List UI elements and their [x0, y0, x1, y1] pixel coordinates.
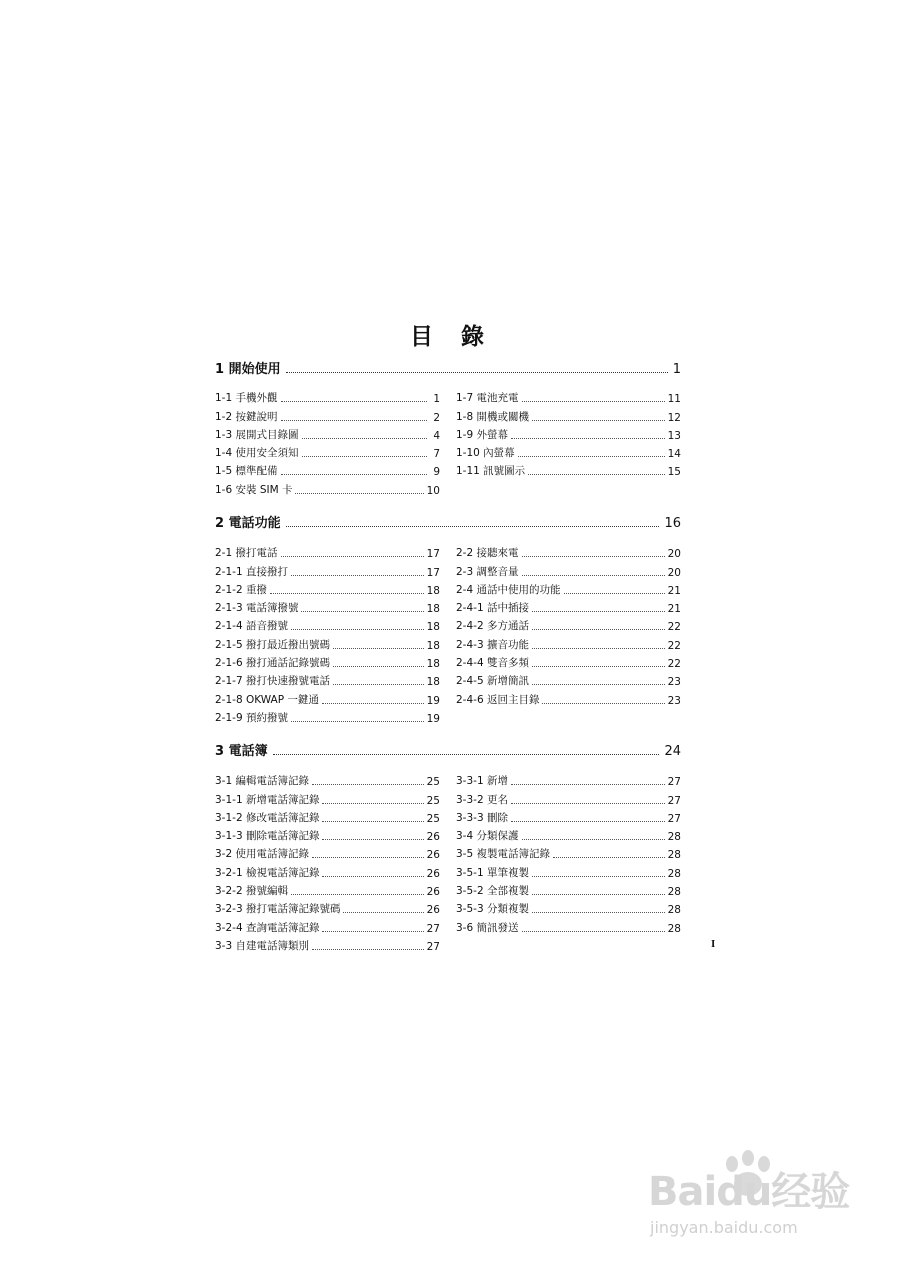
entry-label: 2-1-4 語音撥號 [215, 620, 288, 633]
dot-leader [312, 949, 424, 950]
entry-page: 7 [433, 448, 440, 461]
entry-label: 2-1-5 撥打最近撥出號碼 [215, 638, 330, 651]
dot-leader [302, 456, 428, 457]
toc-entry[interactable] [456, 597, 681, 615]
entry-label: 2-4-6 返回主目錄 [456, 693, 540, 706]
entry-label: 3-2-3 撥打電話簿記錄號碼 [215, 903, 341, 916]
dot-leader [322, 821, 423, 822]
entry-label: 2-4 通話中使用的功能 [456, 583, 561, 596]
toc-entry[interactable] [215, 843, 440, 861]
entry-page: 26 [426, 886, 440, 899]
toc-entry[interactable] [215, 707, 440, 725]
dot-leader [273, 754, 660, 755]
toc-entry[interactable] [215, 633, 440, 651]
chapter-page: 24 [664, 744, 681, 759]
toc-entry[interactable] [215, 880, 440, 898]
dot-leader [522, 839, 665, 840]
entry-label: 3-5-3 分類複製 [456, 903, 529, 916]
entry-page: 1 [433, 393, 440, 406]
entry-label: 2-4-3 擴音功能 [456, 638, 529, 651]
entry-label: 3-2-1 檢視電話簿記錄 [215, 866, 320, 879]
entry-page: 28 [667, 904, 681, 917]
entry-page: 18 [426, 639, 440, 652]
entry-label: 3-3-3 刪除 [456, 811, 508, 824]
entry-page: 17 [426, 548, 440, 561]
dot-leader [511, 821, 665, 822]
toc-entry[interactable] [456, 770, 681, 788]
dot-leader [532, 876, 665, 877]
watermark-logo: Baidu经验 [648, 1169, 850, 1215]
page-number: I [711, 938, 716, 950]
toc-entry[interactable] [456, 615, 681, 633]
entry-page: 21 [667, 603, 681, 616]
toc-entry[interactable] [215, 597, 440, 615]
entry-label: 1-8 開機或關機 [456, 410, 529, 423]
dot-leader [322, 931, 423, 932]
dot-leader [295, 493, 423, 494]
entry-page: 26 [426, 904, 440, 917]
entry-page: 19 [426, 694, 440, 707]
toc-entry[interactable] [215, 916, 440, 934]
toc-entry[interactable] [456, 861, 681, 879]
toc-entry[interactable] [215, 579, 440, 597]
dot-leader [333, 648, 424, 649]
entry-label: 2-1-7 撥打快速撥號電話 [215, 675, 330, 688]
dot-leader [333, 666, 424, 667]
dot-leader [528, 474, 664, 475]
toc-entry[interactable] [215, 825, 440, 843]
entry-page: 18 [426, 658, 440, 671]
entry-page: 17 [426, 566, 440, 579]
entry-page: 11 [667, 393, 681, 406]
toc-entry[interactable] [215, 542, 440, 560]
toc-entry[interactable] [456, 542, 681, 560]
dot-leader [322, 839, 423, 840]
entry-label: 1-4 使用安全須知 [215, 447, 299, 460]
chapter-label: 2 電話功能 [215, 516, 281, 531]
watermark-url: jingyan.baidu.com [650, 1218, 798, 1237]
entry-page: 28 [667, 849, 681, 862]
dot-leader [291, 894, 424, 895]
page-title: 目 錄 [409, 324, 494, 350]
toc-entry[interactable] [456, 633, 681, 651]
entry-label: 1-1 手機外觀 [215, 392, 278, 405]
entry-page: 18 [426, 621, 440, 634]
entry-label: 3-1 編輯電話簿記錄 [215, 775, 309, 788]
dot-leader [522, 556, 665, 557]
dot-leader [291, 575, 424, 576]
entry-page: 27 [426, 922, 440, 935]
entry-label: 1-5 標準配備 [215, 465, 278, 478]
dot-leader [343, 912, 423, 913]
entry-label: 2-1-3 電話簿撥號 [215, 602, 299, 615]
entry-page: 21 [667, 584, 681, 597]
entry-page: 9 [433, 466, 440, 479]
toc-column-left [215, 770, 440, 953]
entry-label: 2-3 調整音量 [456, 565, 519, 578]
entry-page: 15 [667, 466, 681, 479]
dot-leader [511, 438, 665, 439]
toc-entry[interactable] [456, 387, 681, 405]
dot-leader [270, 593, 424, 594]
entry-page: 22 [667, 639, 681, 652]
toc-entry[interactable] [215, 788, 440, 806]
dot-leader [532, 648, 665, 649]
toc-entry[interactable] [215, 935, 440, 953]
entry-page: 27 [667, 794, 681, 807]
entry-label: 3-1-1 新增電話簿記錄 [215, 793, 320, 806]
dot-leader [522, 401, 665, 402]
dot-leader [564, 593, 665, 594]
toc-entry[interactable] [215, 442, 440, 460]
entry-page: 12 [667, 411, 681, 424]
entry-page: 28 [667, 831, 681, 844]
dot-leader [291, 721, 424, 722]
entry-page: 25 [426, 794, 440, 807]
toc-entry[interactable] [456, 652, 681, 670]
dot-leader [333, 684, 424, 685]
entry-label: 1-3 展開式目錄圖 [215, 428, 299, 441]
dot-leader [518, 456, 665, 457]
dot-leader [281, 420, 428, 421]
toc-entry[interactable] [215, 405, 440, 423]
toc-column-left [215, 542, 440, 725]
chapter-label: 1 開始使用 [215, 362, 281, 377]
toc-chapter-2[interactable] [215, 513, 681, 531]
entry-page: 23 [667, 676, 681, 689]
entry-page: 28 [667, 886, 681, 899]
toc-column-right [456, 542, 681, 707]
dot-leader [322, 703, 424, 704]
entry-label: 2-1-6 撥打通話記錄號碼 [215, 657, 330, 670]
entry-page: 26 [426, 831, 440, 844]
chapter-page: 1 [672, 362, 681, 377]
entry-page: 18 [426, 676, 440, 689]
toc-entry[interactable] [215, 898, 440, 916]
entry-label: 2-1-8 OKWAP 一鍵通 [215, 693, 319, 706]
dot-leader [532, 894, 665, 895]
entry-page: 23 [667, 694, 681, 707]
dot-leader [542, 703, 664, 704]
entry-page: 14 [667, 448, 681, 461]
entry-label: 2-1-2 重撥 [215, 583, 267, 596]
toc-entry[interactable] [215, 478, 440, 496]
entry-label: 3-1-2 修改電話簿記錄 [215, 811, 320, 824]
entry-label: 3-2-4 查詢電話簿記錄 [215, 921, 320, 934]
dot-leader [291, 629, 424, 630]
entry-label: 1-9 外螢幕 [456, 428, 508, 441]
toc-entry[interactable] [215, 652, 440, 670]
entry-label: 1-11 訊號圖示 [456, 465, 526, 478]
dot-leader [532, 684, 665, 685]
toc-entry[interactable] [456, 442, 681, 460]
entry-page: 22 [667, 621, 681, 634]
toc-entry[interactable] [215, 615, 440, 633]
entry-page: 28 [667, 922, 681, 935]
toc-column-right [456, 387, 681, 478]
toc-entry[interactable] [215, 424, 440, 442]
dot-leader [322, 876, 423, 877]
toc-entry[interactable] [456, 825, 681, 843]
entry-label: 3-2-2 撥號編輯 [215, 885, 288, 898]
entry-page: 26 [426, 849, 440, 862]
chapter-page: 16 [664, 516, 681, 531]
dot-leader [532, 666, 665, 667]
entry-label: 2-4-4 雙音多頻 [456, 657, 529, 670]
entry-page: 2 [433, 411, 440, 424]
dot-leader [553, 857, 665, 858]
entry-page: 22 [667, 658, 681, 671]
dot-leader [281, 474, 428, 475]
dot-leader [286, 372, 668, 373]
dot-leader [312, 784, 424, 785]
entry-page: 20 [667, 566, 681, 579]
toc-entry[interactable] [456, 579, 681, 597]
entry-label: 2-1-9 預約撥號 [215, 711, 288, 724]
toc-entry[interactable] [215, 460, 440, 478]
entry-label: 2-2 接聽來電 [456, 547, 519, 560]
dot-leader [532, 912, 665, 913]
entry-page: 13 [667, 429, 681, 442]
toc-entry[interactable] [456, 460, 681, 478]
entry-label: 2-1-1 直接撥打 [215, 565, 288, 578]
entry-label: 3-4 分類保護 [456, 830, 519, 843]
toc-column-right [456, 770, 681, 935]
toc-entry[interactable] [215, 688, 440, 706]
entry-page: 28 [667, 867, 681, 880]
dot-leader [301, 611, 423, 612]
entry-page: 18 [426, 603, 440, 616]
entry-label: 1-2 按鍵說明 [215, 410, 278, 423]
entry-label: 3-3 自建電話簿類別 [215, 939, 309, 952]
toc-entry[interactable] [456, 880, 681, 898]
toc-entry[interactable] [215, 807, 440, 825]
entry-label: 1-6 安裝 SIM 卡 [215, 483, 293, 496]
dot-leader [532, 611, 665, 612]
entry-label: 3-3-2 更名 [456, 793, 508, 806]
entry-label: 3-3-1 新增 [456, 775, 508, 788]
toc-entry[interactable] [456, 788, 681, 806]
entry-label: 2-1 撥打電話 [215, 547, 278, 560]
toc-entry[interactable] [456, 688, 681, 706]
entry-label: 3-6 簡訊發送 [456, 921, 519, 934]
dot-leader [511, 784, 665, 785]
dot-leader [281, 556, 424, 557]
dot-leader [532, 629, 665, 630]
toc-chapter-1[interactable] [215, 359, 681, 377]
toc-entry[interactable] [456, 405, 681, 423]
entry-label: 3-5-2 全部複製 [456, 885, 529, 898]
chapter-label: 3 電話簿 [215, 744, 268, 759]
entry-page: 18 [426, 584, 440, 597]
toc-entry[interactable] [456, 670, 681, 688]
entry-label: 3-5 複製電話簿記錄 [456, 848, 550, 861]
entry-label: 3-1-3 刪除電話簿記錄 [215, 830, 320, 843]
dot-leader [522, 575, 665, 576]
toc-entry[interactable] [215, 387, 440, 405]
dot-leader [511, 803, 665, 804]
entry-page: 20 [667, 548, 681, 561]
toc-chapter-3[interactable] [215, 741, 681, 759]
entry-page: 19 [426, 712, 440, 725]
entry-label: 2-4-5 新增簡訊 [456, 675, 529, 688]
toc-entry[interactable] [456, 898, 681, 916]
entry-label: 3-2 使用電話簿記錄 [215, 848, 309, 861]
entry-label: 2-4-2 多方通話 [456, 620, 529, 633]
entry-page: 25 [426, 776, 440, 789]
dot-leader [522, 931, 665, 932]
entry-page: 27 [426, 940, 440, 953]
entry-page: 10 [426, 484, 440, 497]
dot-leader [532, 420, 665, 421]
entry-label: 1-10 內螢幕 [456, 447, 515, 460]
watermark [648, 1150, 858, 1270]
toc-entry[interactable] [215, 560, 440, 578]
toc-entry[interactable] [456, 424, 681, 442]
dot-leader [312, 857, 424, 858]
entry-label: 3-5-1 單筆複製 [456, 866, 529, 879]
dot-leader [281, 401, 428, 402]
entry-label: 2-4-1 話中插接 [456, 602, 529, 615]
entry-page: 27 [667, 776, 681, 789]
toc-column-left [215, 387, 440, 497]
dot-leader [302, 438, 428, 439]
toc-entry[interactable] [215, 770, 440, 788]
toc-entry[interactable] [215, 670, 440, 688]
toc-entry[interactable] [456, 807, 681, 825]
dot-leader [322, 803, 423, 804]
toc-entry[interactable] [456, 560, 681, 578]
toc-entry[interactable] [456, 843, 681, 861]
entry-page: 25 [426, 812, 440, 825]
entry-page: 26 [426, 867, 440, 880]
entry-page: 4 [433, 429, 440, 442]
toc-entry[interactable] [456, 916, 681, 934]
entry-label: 1-7 電池充電 [456, 392, 519, 405]
entry-page: 27 [667, 812, 681, 825]
dot-leader [286, 526, 660, 527]
toc-entry[interactable] [215, 861, 440, 879]
